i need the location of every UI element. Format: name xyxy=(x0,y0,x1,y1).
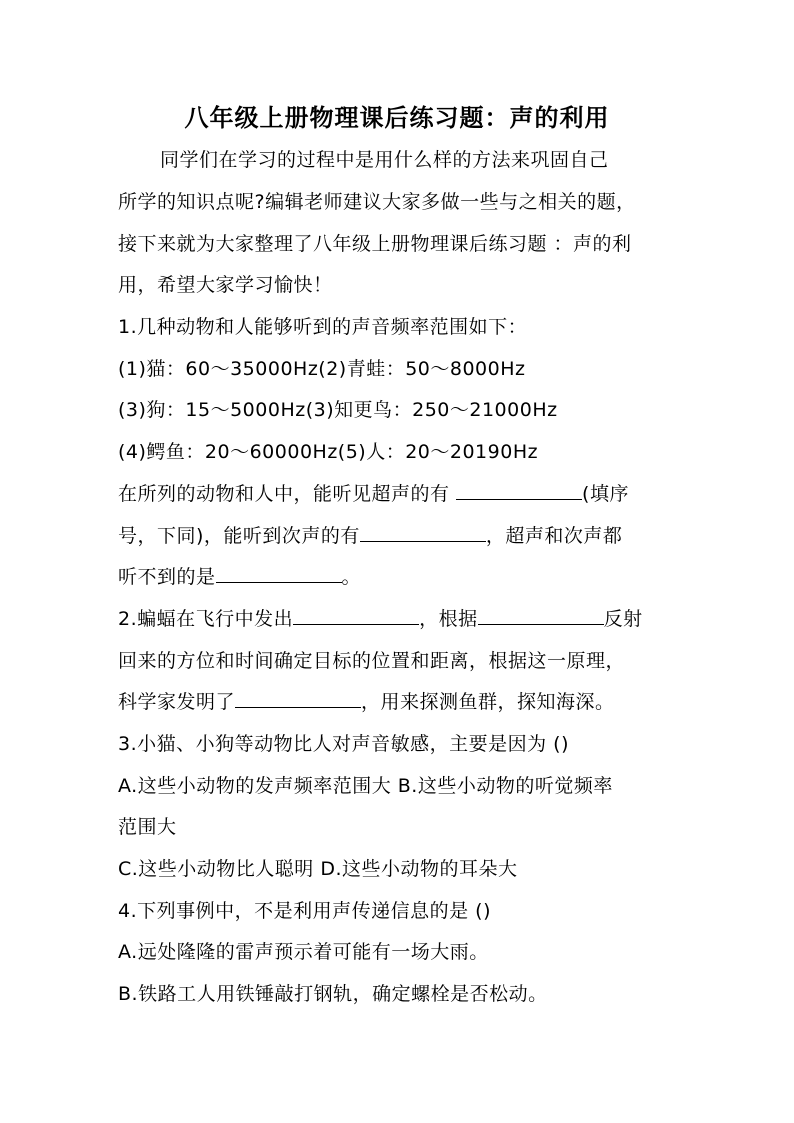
q1-fill-line-2 xyxy=(118,521,622,551)
q1-text: ，超声和次声都 xyxy=(485,525,623,547)
q4-option-a: A.远处隆隆的雷声预示着可能有一场大雨。 xyxy=(118,941,489,963)
intro-line-4: 用，希望大家学习愉快！ xyxy=(118,274,333,296)
intro-line-3: 接下来就为大家整理了八年级上册物理课后练习题 ：声的利 xyxy=(118,233,632,255)
q4-option-b: B.铁路工人用铁锤敲打钢轨，确定螺栓是否松动。 xyxy=(118,983,548,1005)
q1-text: 。 xyxy=(341,566,362,588)
q1-text: 听不到的是 xyxy=(118,566,216,588)
q2-text: 反射 xyxy=(603,608,643,630)
page-title: 八年级上册物理课后练习题：声的利用 xyxy=(184,103,610,132)
intro-line-2: 所学的知识点呢?编辑老师建议大家多做一些与之相关的题， xyxy=(118,191,636,213)
q2-text: 科学家发明了 xyxy=(118,691,236,713)
q3-options-ab: A.这些小动物的发声频率范围大 B.这些小动物的听觉频率 xyxy=(118,775,613,797)
q1-text: 号，下同)，能听到次声的有 xyxy=(118,525,360,547)
q2-text: ，根据 xyxy=(419,608,478,630)
answer-blank[interactable] xyxy=(360,521,486,542)
answer-blank[interactable] xyxy=(235,687,361,708)
q2-line-3 xyxy=(118,687,615,717)
q1-range-3: (4)鳄鱼：20～60000Hz(5)人：20～20190Hz xyxy=(118,441,539,463)
q3-stem: 3.小猫、小狗等动物比人对声音敏感，主要是因为 () xyxy=(118,733,569,755)
answer-blank[interactable] xyxy=(456,479,582,500)
answer-blank[interactable] xyxy=(293,604,419,625)
q1-text: 在所列的动物和人中，能听见超声的有 xyxy=(118,483,457,505)
answer-blank[interactable] xyxy=(478,604,604,625)
q1-stem: 1.几种动物和人能够听到的声音频率范围如下： xyxy=(118,316,528,338)
q4-stem: 4.下列事例中，不是利用声传递信息的是 () xyxy=(118,900,491,922)
intro-line-1: 同学们在学习的过程中是用什么样的方法来巩固自己 xyxy=(160,149,609,171)
q3-options-ab-cont: 范围大 xyxy=(118,816,177,838)
q2-line-2: 回来的方位和时间确定目标的位置和距离，根据这一原理， xyxy=(118,650,626,672)
q2-text: ，用来探测鱼群，探知海深。 xyxy=(361,691,615,713)
q3-options-cd: C.这些小动物比人聪明 D.这些小动物的耳朵大 xyxy=(118,858,518,880)
q1-fill-line-1 xyxy=(118,479,629,509)
q2-line-1 xyxy=(118,604,643,634)
q2-text: 2.蝙蝠在飞行中发出 xyxy=(118,608,294,630)
q1-range-1: (1)猫：60～35000Hz(2)青蛙：50～8000Hz xyxy=(118,358,526,380)
q1-fill-line-3 xyxy=(118,562,361,592)
q1-text: (填序 xyxy=(582,483,629,505)
answer-blank[interactable] xyxy=(216,562,342,583)
q1-range-2: (3)狗：15～5000Hz(3)知更鸟：250～21000Hz xyxy=(118,399,558,421)
